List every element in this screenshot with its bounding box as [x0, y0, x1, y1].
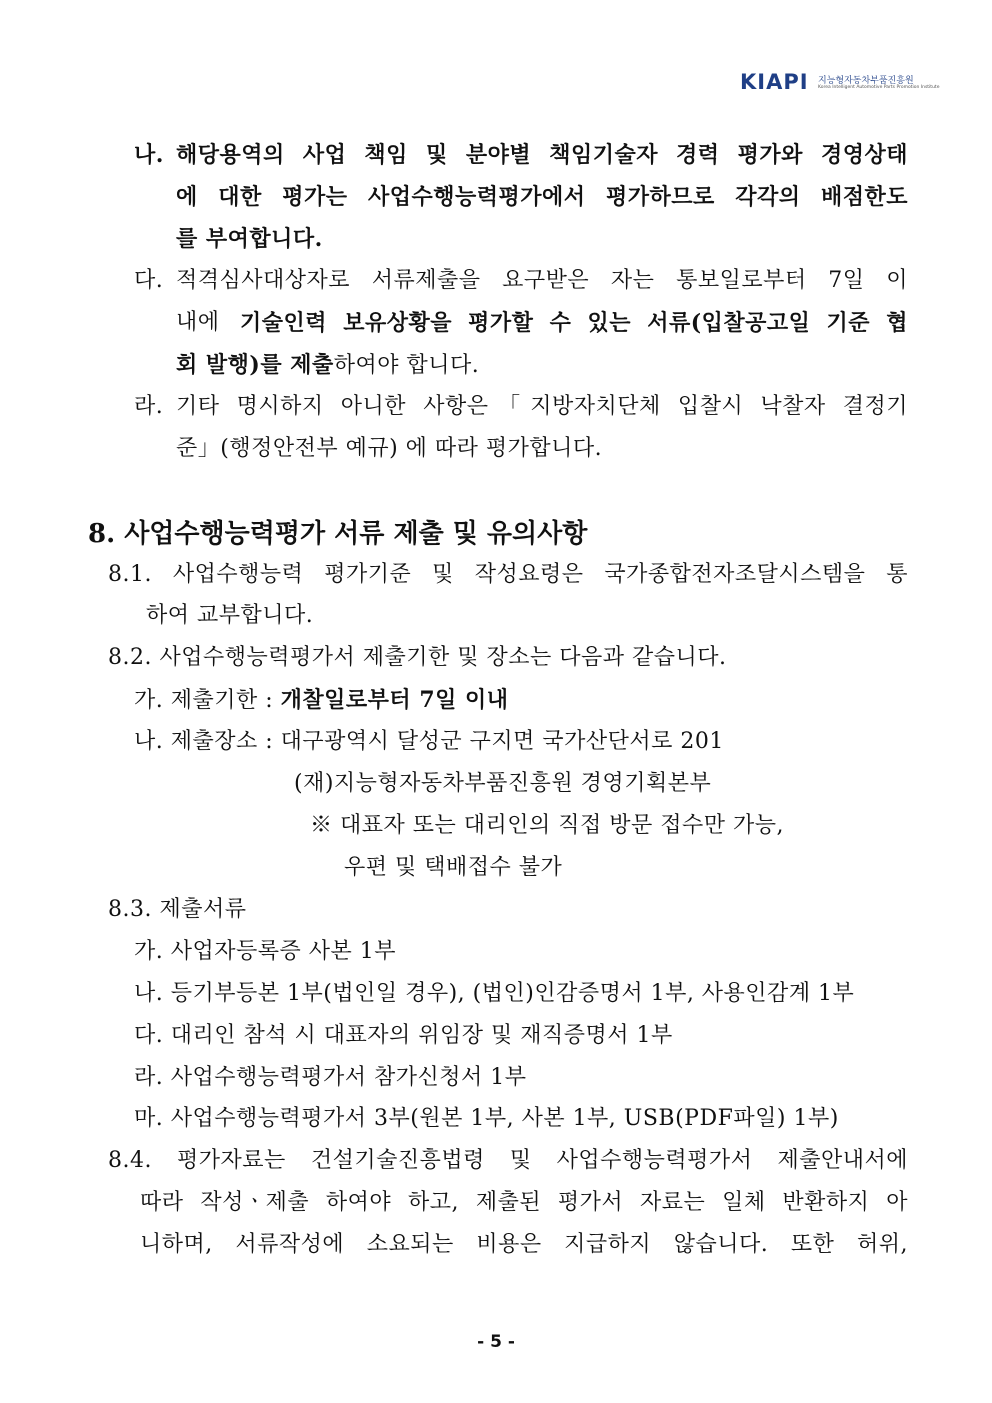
item-da-line1: 적격심사대상자로 서류제출을 요구받은 자는 통보일로부터 7일 이	[176, 268, 908, 293]
item-da-line2-bold: 기술인력 보유상황을 평가할 수 있는 서류(입찰공고일 기준 협	[240, 310, 908, 336]
section-8-heading: 8. 사업수행능력평가 서류 제출 및 유의사항	[88, 519, 588, 549]
item-na-line1: 해당용역의 사업 책임 및 분야별 책임기술자 경력 평가와 경영상태	[176, 142, 908, 168]
item-ra-line1: 기타 명시하지 아니한 사항은「지방자치단체 입찰시 낙찰자 결정기	[176, 394, 908, 419]
document-list-item: 가. 사업자등록증 사본 1부	[134, 939, 396, 964]
item-na-line3: 를 부여합니다.	[176, 226, 323, 252]
document-list-item: 라. 사업수행능력평가서 참가신청서 1부	[134, 1065, 527, 1090]
document-list-item: 다. 대리인 참석 시 대표자의 위임장 및 재직증명서 1부	[134, 1023, 673, 1048]
item-da-line3-rest: 하여야 합니다.	[333, 353, 480, 378]
submission-place-line2: (재)지능형자동차부품진흥원 경영기획본부	[294, 771, 712, 796]
section-8-1-line1: 8.1. 사업수행능력 평가기준 및 작성요령은 국가종합전자조달시스템을 통	[108, 562, 908, 587]
item-na-line2: 에 대한 평가는 사업수행능력평가에서 평가하므로 각각의 배점한도	[176, 184, 908, 210]
item-da-marker: 다.	[134, 268, 164, 293]
section-8-3-title: 8.3. 제출서류	[108, 897, 247, 922]
deadline-value: 개찰일로부터 7일 이내	[280, 687, 509, 713]
page-number: - 5 -	[477, 1332, 515, 1352]
submission-deadline	[134, 685, 509, 716]
document-list-item: 마. 사업수행능력평가서 3부(원본 1부, 사본 1부, USB(PDF파일) 1부)	[134, 1106, 839, 1131]
item-da-line2	[176, 308, 908, 338]
section-8-2-line1: 8.2. 사업수행능력평가서 제출기한 및 장소는 다음과 같습니다.	[108, 645, 727, 670]
item-ra-line2: 준」(행정안전부 예규) 에 따라 평가합니다.	[176, 436, 603, 461]
section-8-1-line2: 하여 교부합니다.	[146, 603, 314, 628]
item-da-line2-pre: 내에	[176, 310, 220, 335]
item-ra-marker: 라.	[134, 394, 164, 419]
submission-note-line1: ※ 대표자 또는 대리인의 직접 방문 접수만 가능,	[310, 813, 784, 838]
header-logo	[740, 70, 940, 98]
logo-name: 지능형자동차부품진흥원	[818, 76, 914, 86]
item-na-marker: 나.	[134, 142, 164, 168]
logo-subtitle: Korea Intelligent Automotive Parts Promotion Institute	[818, 85, 940, 90]
document-list-item: 나. 등기부등본 1부(법인일 경우), (법인)인감증명서 1부, 사용인감계 1부	[134, 981, 855, 1006]
logo-mark: KIAPI	[740, 70, 809, 94]
section-8-4-line3: 니하며, 서류작성에 소요되는 비용은 지급하지 않습니다. 또한 허위,	[140, 1232, 908, 1257]
section-8-4-line2: 따라 작성ㆍ제출 하여야 하고, 제출된 평가서 자료는 일체 반환하지 아	[140, 1190, 908, 1215]
submission-place-line1: 나. 제출장소 : 대구광역시 달성군 구지면 국가산단서로 201	[134, 729, 724, 754]
submission-note-line2: 우편 및 택배접수 불가	[344, 855, 563, 880]
item-da-line3	[176, 350, 479, 381]
item-da-line3-bold: 회 발행)를 제출	[176, 352, 334, 378]
section-8-4-line1: 8.4. 평가자료는 건설기술진흥법령 및 사업수행능력평가서 제출안내서에	[108, 1148, 908, 1173]
deadline-label: 가. 제출기한 :	[134, 688, 281, 713]
